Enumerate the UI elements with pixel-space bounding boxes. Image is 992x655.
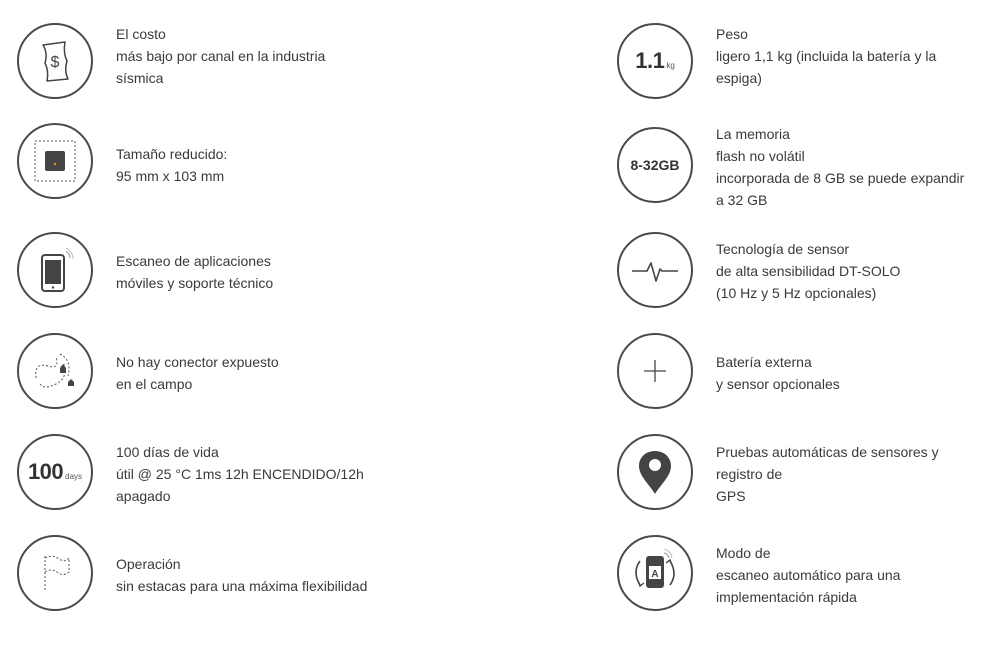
feature-line: 100 días de vida (116, 444, 219, 460)
feature-no-connector (17, 333, 417, 433)
feature-line: Tamaño reducido: (116, 146, 228, 162)
feature-line: sin estacas para una máxima flexibilidad (116, 578, 368, 594)
feature-line: Escaneo de aplicaciones (116, 253, 271, 269)
feature-text (716, 441, 992, 507)
feature-line: Batería externa (716, 354, 812, 370)
feature-sensor-tech (617, 232, 992, 332)
feature-text (116, 351, 416, 395)
feature-line: El costo (116, 26, 166, 42)
feature-line: de alta sensibilidad DT-SOLO (716, 263, 901, 279)
feature-stakeless (17, 535, 417, 635)
smartphone-icon (17, 232, 93, 308)
feature-line: espiga) (716, 70, 762, 86)
feature-line: 95 mm x 103 mm (116, 168, 225, 184)
feature-text (716, 238, 992, 304)
feature-line: Tecnología de sensor (716, 241, 850, 257)
feature-line: Peso (716, 26, 748, 42)
feature-text (716, 351, 992, 395)
feature-line: móviles y soporte técnico (116, 275, 274, 291)
feature-text (716, 23, 992, 89)
feature-weight (617, 23, 992, 123)
feature-text (116, 441, 416, 507)
feature-line: GPS (716, 488, 746, 504)
feature-text (116, 553, 416, 597)
feature-gps (617, 434, 992, 534)
feature-line: Pruebas automáticas de sensores y (716, 444, 939, 460)
weight-unit: kg (666, 61, 675, 70)
feature-line: escaneo automático para una (716, 567, 901, 583)
feature-auto-scan (617, 535, 992, 635)
weight-icon (617, 23, 693, 99)
battery-days-value: 100 (27, 459, 64, 484)
feature-line: más bajo por canal en la industria (116, 48, 326, 64)
feature-line: incorporada de 8 GB se puede expandir (716, 170, 965, 186)
feature-line: La memoria (716, 126, 790, 142)
battery-days-unit: days (65, 472, 83, 481)
plus-icon (617, 333, 693, 409)
feature-line: y sensor opcionales (716, 376, 840, 392)
feature-line: registro de (716, 466, 783, 482)
feature-mobile-app (17, 232, 417, 332)
compact-device-icon (17, 123, 93, 199)
weight-value: 1.1 (635, 48, 665, 73)
stakeless-flag-icon (17, 535, 93, 611)
feature-text (116, 143, 416, 187)
gps-pin-icon (617, 434, 693, 510)
feature-low-cost (17, 23, 417, 123)
feature-line: en el campo (116, 376, 193, 392)
auto-scan-letter: A (651, 569, 659, 580)
waveform-icon (617, 232, 693, 308)
memory-value: 8-32GB (630, 157, 680, 173)
feature-compact-size (17, 123, 417, 223)
battery-days-icon (17, 434, 93, 510)
feature-text (716, 123, 992, 211)
feature-line: No hay conector expuesto (116, 354, 279, 370)
memory-icon (617, 127, 693, 203)
feature-line: apagado (116, 488, 171, 504)
cable-connector-icon (17, 333, 93, 409)
dollar-bill-icon (17, 23, 93, 99)
feature-text (116, 250, 416, 294)
feature-line: flash no volátil (716, 148, 805, 164)
feature-text (716, 542, 992, 608)
feature-memory (617, 127, 992, 227)
feature-line: a 32 GB (716, 192, 768, 208)
feature-line: Modo de (716, 545, 771, 561)
feature-line: implementación rápida (716, 589, 857, 605)
auto-scan-icon (617, 535, 693, 611)
feature-line: útil @ 25 °C 1ms 12h ENCENDIDO/12h (116, 466, 364, 482)
feature-text (116, 23, 416, 89)
feature-line: ligero 1,1 kg (incluida la batería y la (716, 48, 937, 64)
feature-line: (10 Hz y 5 Hz opcionales) (716, 285, 877, 301)
feature-external-battery (617, 333, 992, 433)
feature-line: Operación (116, 556, 181, 572)
feature-battery-life (17, 434, 417, 534)
feature-line: sísmica (116, 70, 164, 86)
svg-text:$: $ (50, 54, 60, 71)
